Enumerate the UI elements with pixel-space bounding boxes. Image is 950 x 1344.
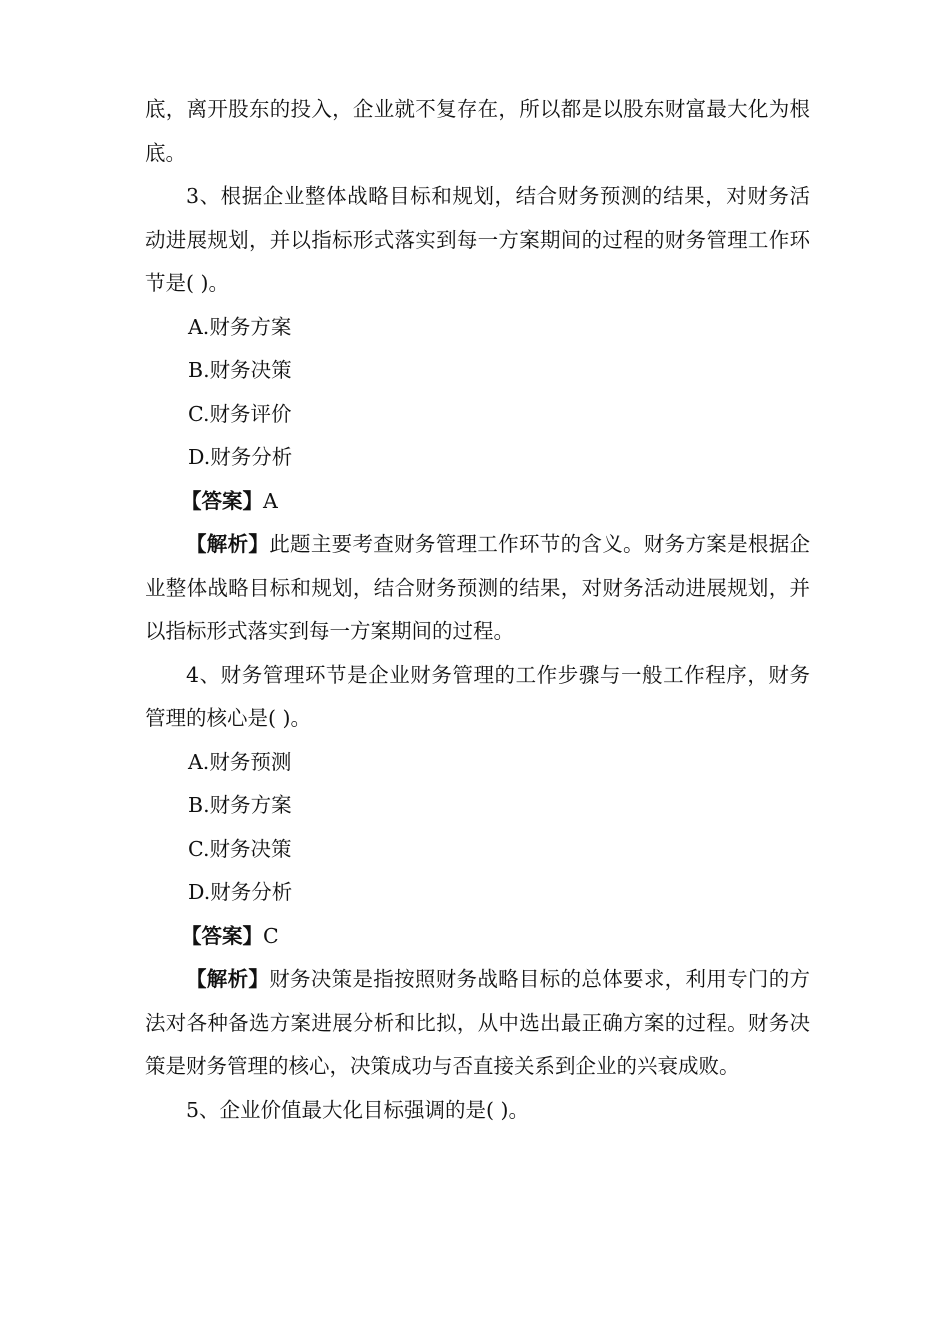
analysis-text: 财务决策是指按照财务战略目标的总体要求，利用专门的方法对各种备选方案进展分析和比拟，从中选出最正确方案的过程。财务决策是财务管理的核心，决策成功与否直接关系到企业的兴衰成败。 [145, 967, 811, 1078]
question-4-option-b: B.财务方案 [188, 793, 292, 817]
question-3-answer [145, 480, 810, 524]
analysis-tag: 【解析】 [186, 532, 270, 556]
question-3-option-b: B.财务决策 [188, 358, 292, 382]
answer-tag: 【答案】 [181, 923, 263, 948]
answer-tag: 【答案】 [181, 488, 263, 513]
question-3-stem: 3、根据企业整体战略目标和规划，结合财务预测的结果，对财务活动进展规划，并以指标形式落实到每一方案期间的过程的财务管理工作环节是( )。 [145, 184, 810, 295]
question-3-option-a: A.财务方案 [188, 314, 292, 339]
question-4-analysis [145, 958, 810, 1089]
question-4-stem: 4、财务管理环节是企业财务管理的工作步骤与一般工作程序，财务管理的核心是( )。 [145, 662, 810, 730]
analysis-tag: 【解析】 [186, 967, 270, 991]
question-4-option-c: C.财务决策 [188, 836, 292, 861]
paragraph-continuation: 底，离开股东的投入，企业就不复存在，所以都是以股东财富最大化为根底。 [145, 97, 810, 165]
answer-value: A [263, 488, 278, 513]
question-3-analysis [145, 523, 810, 654]
analysis-text: 此题主要考查财务管理工作环节的含义。财务方案是根据企业整体战略目标和规划，结合财务预测的结果，对财务活动进展规划，并以指标形式落实到每一方案期间的过程。 [145, 532, 811, 643]
question-5-stem: 5、企业价值最大化目标强调的是( )。 [186, 1097, 530, 1122]
question-3-option-d: D.财务分析 [188, 445, 293, 469]
question-4-option-a: A.财务预测 [188, 749, 292, 774]
question-3-option-c: C.财务评价 [188, 401, 292, 426]
question-4-answer [145, 915, 810, 959]
document-body [145, 88, 810, 1132]
answer-value: C [263, 923, 279, 948]
question-4-option-d: D.财务分析 [188, 880, 293, 904]
